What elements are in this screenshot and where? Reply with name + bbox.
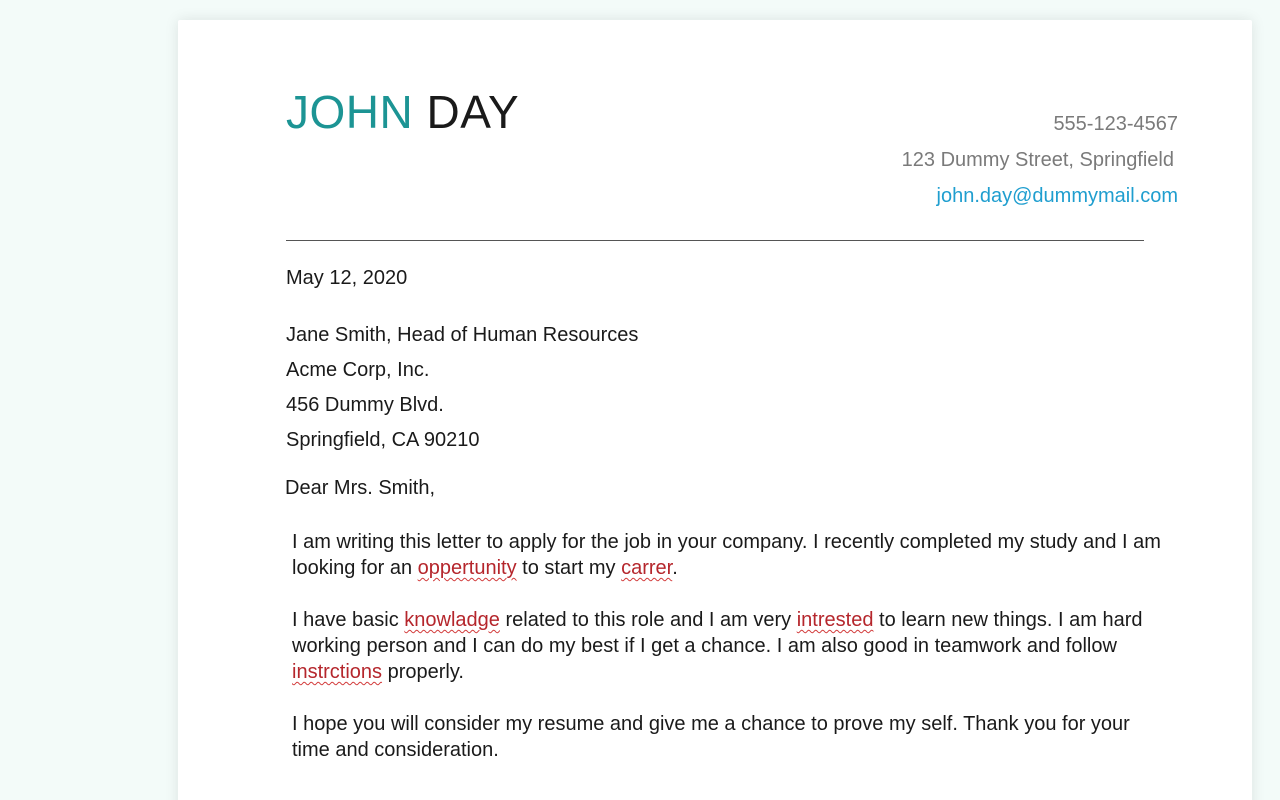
- body-paragraph: [292, 529, 1172, 581]
- misspelled-word[interactable]: knowladge: [404, 609, 500, 631]
- recipient-line: Acme Corp, Inc.: [286, 359, 430, 381]
- paragraph-text: I hope you will consider my resume and give me a chance to prove my self. Thank you for your time and consideration.: [292, 713, 1130, 761]
- letter-page: [178, 20, 1252, 800]
- body-paragraph: [292, 711, 1172, 763]
- recipient-line: 456 Dummy Blvd.: [286, 394, 444, 416]
- paragraph-text: to start my: [516, 557, 622, 579]
- letter-date: May 12, 2020: [286, 267, 408, 289]
- body-paragraph: [292, 607, 1172, 685]
- misspelled-word[interactable]: instrctions: [292, 661, 383, 683]
- paragraph-text: properly.: [382, 661, 464, 683]
- recipient-address: [286, 318, 638, 458]
- first-name: JOHN: [286, 86, 414, 138]
- recipient-line: Springfield, CA 90210: [286, 429, 480, 451]
- paragraph-text: .: [672, 557, 678, 579]
- paragraph-text: related to this role and I am very: [499, 609, 797, 631]
- applicant-name: [286, 84, 519, 140]
- salutation: Dear Mrs. Smith,: [285, 477, 436, 499]
- letter-body[interactable]: [292, 529, 1172, 789]
- contact-block: [902, 106, 1178, 214]
- paragraph-text: I am writing this letter to apply for the job in your company. I recently completed my study and I am looking for an: [292, 531, 1161, 579]
- email-link[interactable]: john.day@dummymail.com: [936, 185, 1178, 207]
- phone-number: 555-123-4567: [1053, 113, 1178, 135]
- last-name: DAY: [426, 86, 520, 138]
- misspelled-word[interactable]: intrested: [796, 609, 874, 631]
- street-address: 123 Dummy Street, Springfield: [901, 149, 1174, 171]
- paragraph-text: I have basic: [292, 609, 405, 631]
- recipient-line: Jane Smith, Head of Human Resources: [286, 324, 639, 346]
- paragraph-text: to learn new things. I am hard working person and I can do my best if I get a chance. I am also good in teamwork and follow: [292, 609, 1143, 657]
- header-divider: [286, 240, 1144, 241]
- misspelled-word[interactable]: oppertunity: [417, 557, 517, 579]
- misspelled-word[interactable]: carrer: [621, 557, 673, 579]
